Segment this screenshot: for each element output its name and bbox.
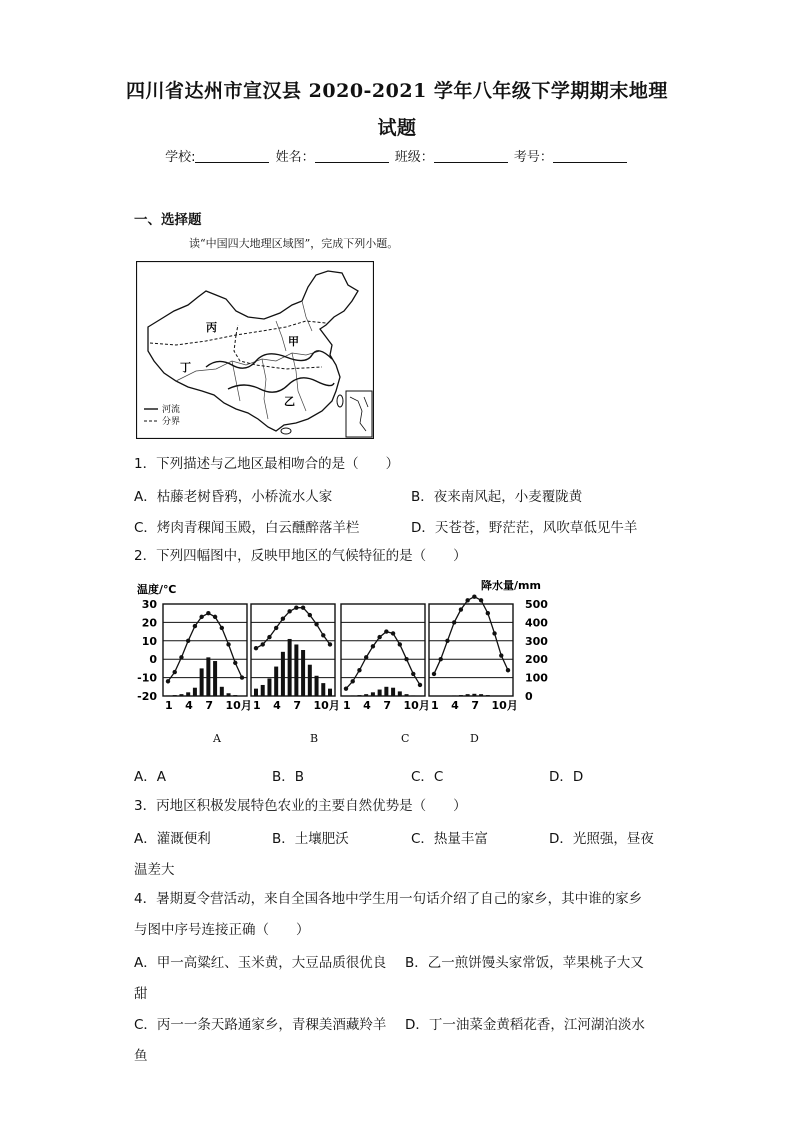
q1-option-d[interactable]: D．天苍苍，野茫茫，风吹草低见牛羊 [411, 520, 638, 536]
temperature-point [274, 626, 278, 630]
section-heading: 一、选择题 [134, 212, 202, 228]
precipitation-bar [233, 695, 237, 696]
month-tick-label: 7 [471, 699, 480, 712]
month-tick-label: 4 [363, 699, 371, 712]
temperature-point [384, 629, 388, 633]
temperature-point [240, 675, 244, 679]
panel-label-b: B [310, 732, 319, 745]
q3-option-b[interactable]: B．土壤肥沃 [272, 831, 349, 847]
precipitation-bar [486, 695, 490, 696]
question-4-stem-line2: 与图中序号连接正确（ ） [134, 922, 310, 938]
precipitation-axis-title: 降水量/mm [481, 580, 541, 592]
temperature-point [173, 670, 177, 674]
precipitation-bar [398, 691, 402, 696]
region-label-yi: 乙 [284, 395, 295, 408]
precipitation-bar [315, 676, 319, 696]
q2-option-a[interactable]: A．A [134, 769, 166, 785]
precipitation-bar [186, 692, 190, 696]
panel-label-d: D [470, 732, 479, 745]
month-tick-label: 4 [273, 699, 281, 712]
precipitation-tick-label: 400 [525, 616, 548, 630]
region-label-bing: 丙 [206, 321, 217, 334]
precipitation-bar [411, 695, 415, 696]
number-label: 考号： [513, 150, 553, 165]
temperature-point [452, 620, 456, 624]
temperature-point [308, 613, 312, 617]
temperature-tick-label: 0 [149, 653, 157, 667]
precipitation-tick-label: 100 [525, 671, 548, 685]
precipitation-bar [254, 689, 258, 696]
month-tick-label: 7 [293, 699, 302, 712]
precipitation-bar [281, 652, 285, 696]
precipitation-bar [405, 694, 409, 696]
q3-option-d[interactable]: D．光照强，昼夜 [549, 831, 654, 847]
panel-frame [251, 604, 335, 696]
q1-option-b[interactable]: B．夜来南风起，小麦覆陇黄 [411, 489, 583, 505]
precipitation-bar [308, 665, 312, 696]
legend-river: 河流 [162, 405, 181, 415]
temperature-point [254, 646, 258, 650]
temperature-point [499, 653, 503, 657]
q1-option-c[interactable]: C．烤肉青稞闻玉殿，白云醺醉落羊栏 [134, 520, 360, 536]
temperature-point [328, 642, 332, 646]
precipitation-bar [301, 650, 305, 696]
temperature-point [344, 686, 348, 690]
temperature-point [377, 635, 381, 639]
precipitation-bar [479, 694, 483, 696]
month-tick-label: 10月 [403, 699, 430, 712]
school-label: 学校: [165, 150, 196, 165]
precipitation-bar [193, 688, 197, 696]
q2-option-d[interactable]: D．D [549, 769, 584, 785]
q3-option-c[interactable]: C．热量丰富 [411, 831, 488, 847]
month-tick-label: 7 [383, 699, 392, 712]
temperature-point [314, 622, 318, 626]
temperature-point [465, 598, 469, 602]
q4-option-d[interactable]: D．丁一油菜金黄稻花香，江河湖泊淡水 [405, 1017, 645, 1033]
precipitation-bar [220, 687, 224, 696]
climate-panel-b [251, 604, 335, 696]
temperature-point [281, 617, 285, 621]
region-label-ding: 丁 [180, 361, 191, 374]
month-tick-label: 10月 [225, 699, 252, 712]
q2-option-c[interactable]: C．C [411, 769, 444, 785]
precipitation-bar [357, 695, 361, 696]
q4-option-c[interactable]: C．丙一一条天路通家乡，青稞美酒藏羚羊 [134, 1017, 387, 1033]
q4-option-a[interactable]: A．甲一高粱红、玉米黄，大豆品质很优良 [134, 955, 387, 971]
number-blank[interactable] [553, 148, 627, 163]
climate-charts [135, 580, 555, 745]
q3-option-d-continued: 温差大 [134, 862, 175, 878]
class-label: 班级： [394, 150, 434, 165]
precipitation-bar [391, 688, 395, 696]
temperature-point [445, 639, 449, 643]
temperature-point [301, 605, 305, 609]
precipitation-bar [206, 657, 210, 696]
panel-label-c: C [401, 732, 410, 745]
q4-option-b-continued: 甜 [134, 986, 148, 1002]
month-tick-label: 1 [253, 699, 261, 712]
temperature-point [432, 672, 436, 676]
precipitation-bar [371, 692, 375, 696]
class-blank[interactable] [434, 148, 508, 163]
panel-label-a: A [213, 732, 221, 745]
temperature-point [321, 633, 325, 637]
temperature-point [411, 672, 415, 676]
temperature-point [364, 655, 368, 659]
precipitation-bar [213, 661, 217, 696]
question-3-stem: 3．丙地区积极发展特色农业的主要自然优势是（ ） [134, 798, 467, 814]
precipitation-bar [452, 695, 456, 696]
question-2-stem: 2．下列四幅图中，反映甲地区的气候特征的是（ ） [134, 548, 467, 564]
temperature-tick-label: 20 [141, 616, 157, 630]
temperature-point [287, 609, 291, 613]
temperature-point [199, 615, 203, 619]
q4-option-d-continued: 鱼 [134, 1048, 148, 1064]
temperature-point [267, 635, 271, 639]
temperature-point [193, 624, 197, 628]
climate-panel-d [429, 594, 513, 696]
precipitation-bar [227, 693, 231, 696]
temperature-point [220, 626, 224, 630]
temperature-point [506, 668, 510, 672]
month-tick-label: 1 [165, 699, 173, 712]
month-tick-label: 4 [185, 699, 193, 712]
temperature-point [226, 642, 230, 646]
q4-option-b[interactable]: B．乙一煎饼馒头家常饭，苹果桃子大又 [405, 955, 644, 971]
temperature-point [357, 668, 361, 672]
document-title-line2: 试题 [377, 117, 417, 139]
temperature-point [213, 615, 217, 619]
precipitation-bar [173, 695, 177, 696]
precipitation-bar [328, 689, 332, 696]
precipitation-tick-label: 500 [525, 598, 548, 611]
month-tick-label: 1 [431, 699, 439, 712]
q1-option-a[interactable]: A．枯藤老树昏鸦，小桥流水人家 [134, 489, 333, 505]
name-label: 姓名： [275, 150, 315, 165]
temperature-point [233, 661, 237, 665]
region-label-jia: 甲 [288, 335, 299, 348]
temperature-tick-label: 10 [141, 634, 157, 648]
temperature-point [492, 631, 496, 635]
precipitation-bar [378, 690, 382, 696]
precipitation-bar [261, 685, 265, 696]
student-info-line [0, 146, 794, 165]
temperature-point [371, 644, 375, 648]
precipitation-bar [364, 694, 368, 696]
temperature-point [398, 642, 402, 646]
school-blank[interactable] [195, 148, 269, 163]
map-intro-text: 读“中国四大地理区域图”，完成下列小题。 [189, 237, 399, 250]
precipitation-bar [321, 683, 325, 696]
precipitation-bar [179, 694, 183, 696]
temperature-point [179, 655, 183, 659]
month-tick-label: 7 [205, 699, 214, 712]
precipitation-tick-label: 200 [525, 653, 548, 667]
precipitation-bar [384, 687, 388, 696]
temperature-point [391, 631, 395, 635]
temperature-point [439, 657, 443, 661]
temperature-point [486, 611, 490, 615]
precipitation-bar [351, 695, 355, 696]
question-4-stem: 4．暑期夏令营活动，来自全国各地中学生用一句话介绍了自己的家乡，其中谁的家乡 [134, 891, 643, 907]
precipitation-bar [274, 667, 278, 696]
panel-frame [163, 604, 247, 696]
temperature-point [472, 594, 476, 598]
precipitation-bar [294, 644, 298, 696]
panel-frame [429, 604, 513, 696]
temperature-point [479, 598, 483, 602]
temperature-axis-title: 温度/℃ [137, 583, 177, 596]
temperature-point [166, 679, 170, 683]
question-1-stem: 1．下列描述与乙地区最相吻合的是（ ） [134, 456, 400, 472]
precipitation-tick-label: 300 [525, 634, 548, 648]
precipitation-bar [466, 694, 470, 696]
month-tick-label: 4 [451, 699, 459, 712]
temperature-tick-label: -10 [137, 671, 157, 685]
month-tick-label: 10月 [491, 699, 518, 712]
precipitation-bar [267, 679, 271, 696]
month-tick-label: 1 [343, 699, 351, 712]
precipitation-bar [288, 639, 292, 696]
legend-border: 分界 [162, 417, 181, 427]
name-blank[interactable] [315, 148, 389, 163]
temperature-point [261, 642, 265, 646]
temperature-tick-label: 30 [141, 598, 157, 611]
q3-option-a[interactable]: A．灌溉便利 [134, 831, 211, 847]
temperature-point [294, 605, 298, 609]
precipitation-bar [472, 694, 476, 696]
document-title: 四川省达州市宣汉县 2020-2021 学年八年级下学期期末地理 [126, 80, 668, 102]
precipitation-bar [459, 695, 463, 696]
temperature-tick-label: -20 [137, 690, 157, 703]
precipitation-tick-label: 0 [525, 690, 533, 703]
precipitation-bar [166, 695, 170, 696]
q2-option-b[interactable]: B．B [272, 769, 305, 785]
temperature-point [418, 683, 422, 687]
month-tick-label: 10月 [313, 699, 340, 712]
temperature-point [404, 657, 408, 661]
climate-panel-a [163, 604, 247, 696]
precipitation-bar [200, 668, 204, 696]
china-regions-map [136, 261, 374, 439]
climate-panel-c [341, 604, 425, 696]
temperature-point [206, 611, 210, 615]
temperature-point [351, 679, 355, 683]
temperature-point [186, 639, 190, 643]
temperature-point [459, 607, 463, 611]
